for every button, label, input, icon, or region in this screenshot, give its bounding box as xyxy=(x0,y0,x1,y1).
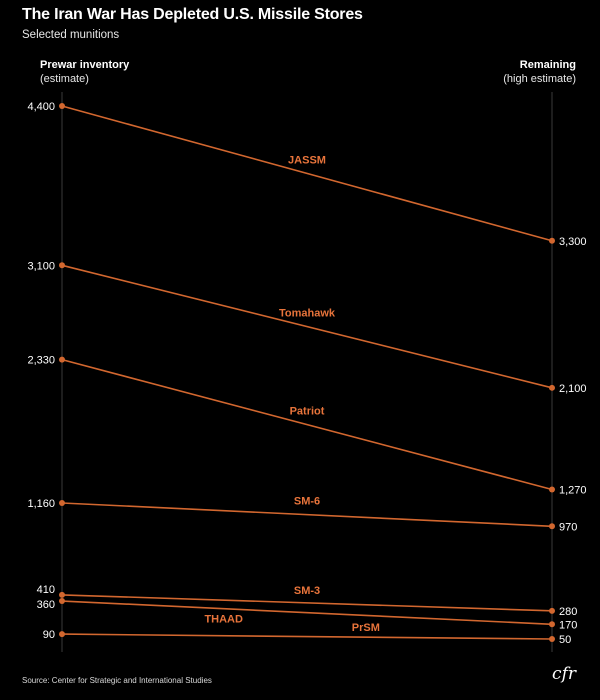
value-label-start-sm-6: 1,160 xyxy=(27,497,55,510)
left-axis-sublabel: (estimate) xyxy=(40,73,89,85)
point-start-patriot xyxy=(59,357,65,363)
value-label-start-tomahawk: 3,100 xyxy=(27,260,55,273)
point-start-sm-3 xyxy=(59,592,65,598)
right-axis-sublabel: (high estimate) xyxy=(503,73,576,85)
value-label-start-sm-3: 410 xyxy=(36,583,55,596)
value-label-start-jassm: 4,400 xyxy=(27,101,55,113)
point-start-prsm xyxy=(59,631,65,637)
value-label-end-sm-3: 280 xyxy=(559,605,578,618)
left-axis-label: Prewar inventory xyxy=(40,59,130,71)
value-label-start-thaad: 360 xyxy=(36,599,55,612)
point-end-thaad xyxy=(549,621,555,627)
series-label-prsm: PrSM xyxy=(351,622,380,635)
point-end-prsm xyxy=(549,636,555,642)
series-label-patriot: Patriot xyxy=(289,405,325,418)
series-line-sm-3 xyxy=(62,595,552,611)
series-line-thaad xyxy=(62,601,552,624)
point-start-jassm xyxy=(59,103,65,109)
point-start-tomahawk xyxy=(59,262,65,268)
value-label-start-patriot: 2,330 xyxy=(27,354,55,367)
chart-title: The Iran War Has Depleted U.S. Missile Stores xyxy=(22,6,363,23)
series-line-patriot xyxy=(62,360,552,490)
point-end-sm-3 xyxy=(549,608,555,614)
source-note: Source: Center for Strategic and International Studies xyxy=(22,676,212,685)
value-label-end-jassm: 3,300 xyxy=(559,235,587,248)
point-end-sm-6 xyxy=(549,523,555,529)
value-label-end-prsm: 50 xyxy=(559,634,572,646)
series-line-jassm xyxy=(62,106,552,241)
chart-subtitle: Selected munitions xyxy=(22,29,120,41)
series-line-prsm xyxy=(62,634,552,639)
series-label-sm-3: SM-3 xyxy=(293,584,321,597)
value-label-end-sm-6: 970 xyxy=(559,521,578,534)
point-end-jassm xyxy=(549,238,555,244)
point-end-tomahawk xyxy=(549,385,555,391)
series-label-sm-6: SM-6 xyxy=(293,495,321,508)
series-line-tomahawk xyxy=(62,265,552,388)
series-label-tomahawk: Tomahawk xyxy=(278,307,336,320)
point-start-thaad xyxy=(59,598,65,604)
right-axis-label: Remaining xyxy=(519,59,576,71)
value-label-end-tomahawk: 2,100 xyxy=(559,382,587,395)
series-label-jassm: JASSM xyxy=(288,154,326,167)
cfr-logo: cfr xyxy=(552,664,576,684)
value-label-start-prsm: 90 xyxy=(42,629,55,642)
series-label-thaad: THAAD xyxy=(204,613,243,626)
point-end-patriot xyxy=(549,487,555,493)
value-label-end-patriot: 1,270 xyxy=(559,484,587,497)
point-start-sm-6 xyxy=(59,500,65,506)
value-label-end-thaad: 170 xyxy=(559,619,578,632)
